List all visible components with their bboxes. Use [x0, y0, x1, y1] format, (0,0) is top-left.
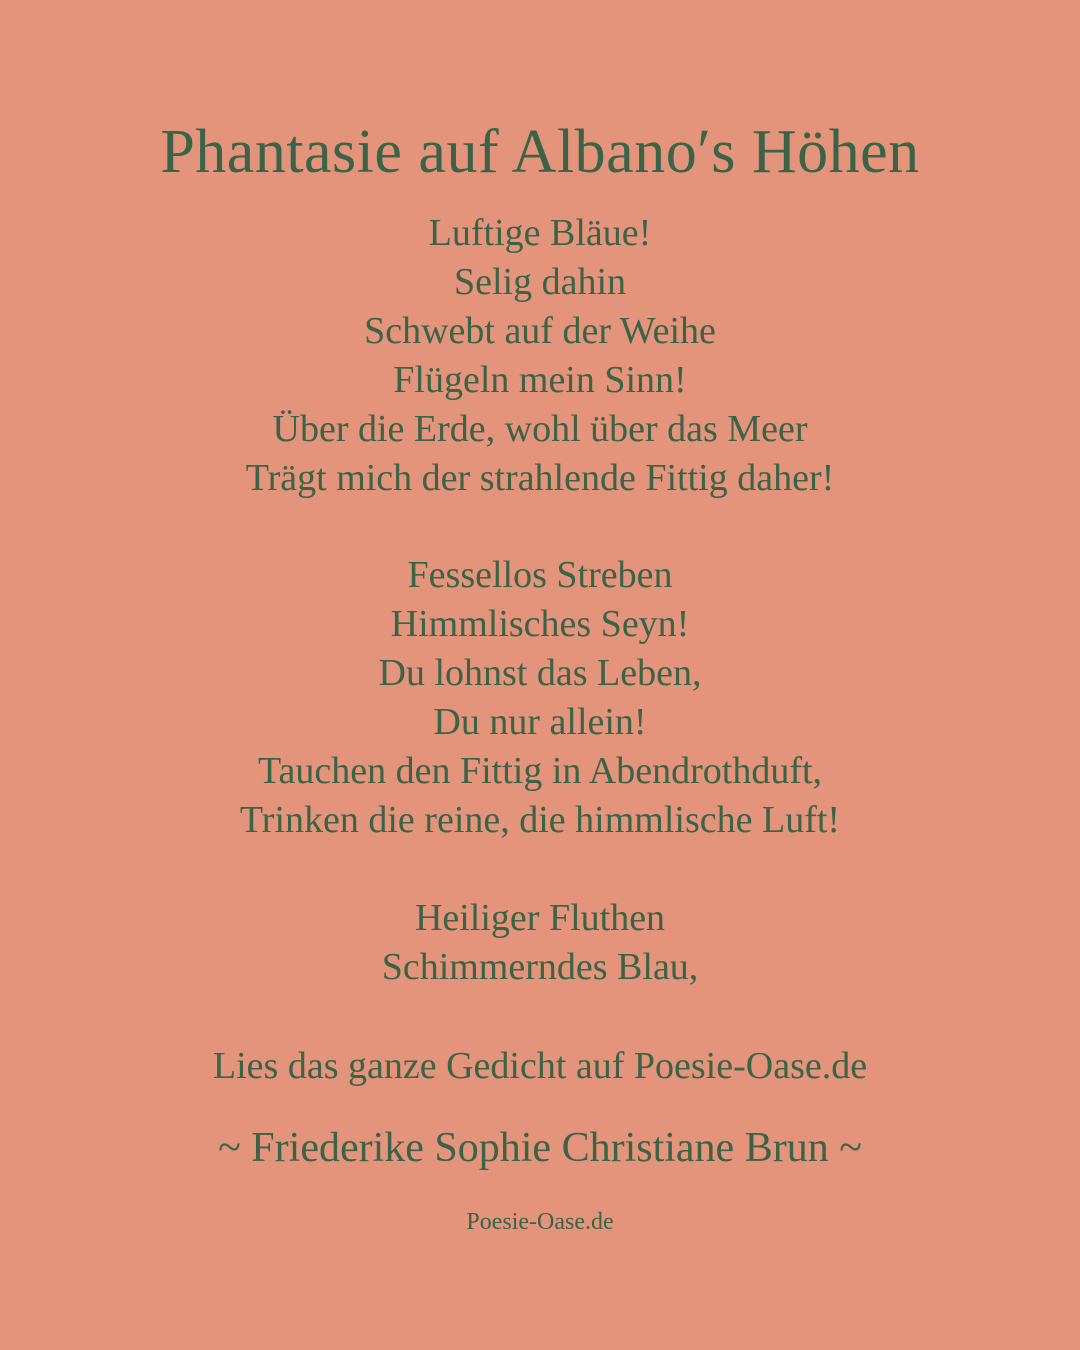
- poem-line: Luftige Bläue!: [428, 212, 652, 254]
- author-name: ~ Friederike Sophie Christiane Brun ~: [218, 1125, 862, 1171]
- poem-line: Schwebt auf der Weihe: [364, 310, 716, 352]
- poem-line: Schimmerndes Blau,: [381, 946, 699, 988]
- poem-line: Trinken die reine, die himmlische Luft!: [239, 799, 841, 841]
- poem-line: Flügeln mein Sinn!: [393, 359, 687, 401]
- poem-title: Phantasie auf Albano′s Höhen: [160, 118, 920, 186]
- stanza-1: [0, 209, 1080, 503]
- stanza-3: [0, 894, 1080, 992]
- read-full-poem-text: Lies das ganze Gedicht auf Poesie-Oase.de: [212, 1045, 868, 1087]
- stanza-2: [0, 551, 1080, 845]
- poem-line: Tauchen den Fittig in Abendrothduft,: [257, 750, 823, 792]
- poem-line: Himmlisches Seyn!: [390, 603, 690, 645]
- poem-line: Über die Erde, wohl über das Meer: [272, 408, 808, 450]
- poem-line: Du lohnst das Leben,: [378, 652, 702, 694]
- poem-line: Trägt mich der strahlende Fittig daher!: [245, 457, 835, 499]
- poem-line: Fessellos Streben: [407, 554, 673, 596]
- site-watermark: Poesie-Oase.de: [466, 1209, 614, 1235]
- poem-line: Heiliger Fluthen: [414, 897, 666, 939]
- poem-line: Selig dahin: [453, 261, 627, 303]
- poem-line: Du nur allein!: [433, 701, 647, 743]
